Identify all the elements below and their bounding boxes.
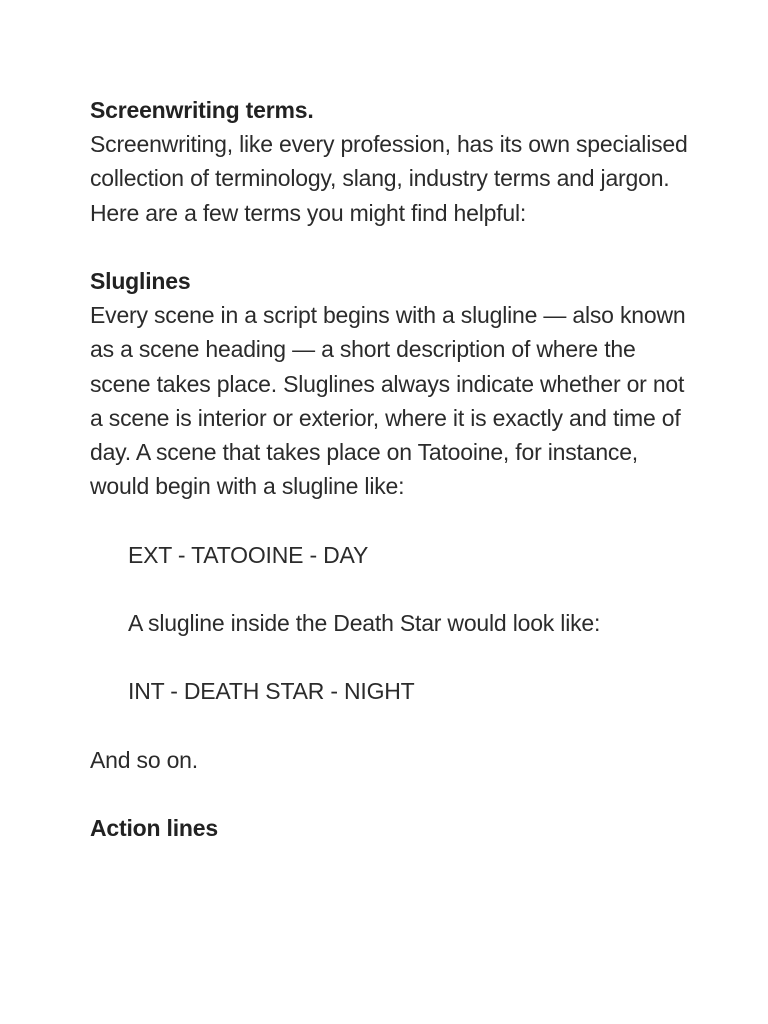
example-slugline-interior: INT - DEATH STAR - NIGHT <box>128 678 415 705</box>
example-intro-text: A slugline inside the Death Star would look like: <box>128 610 601 636</box>
spacer <box>90 230 690 264</box>
spacer <box>90 640 690 674</box>
section-heading-screenwriting-terms: Screenwriting terms. <box>90 97 314 123</box>
paragraph-intro: Screenwriting, like every profession, has its own specialised collection of terminology, slang, industry terms and jargon. Here are a few terms you might find helpful: <box>90 131 688 226</box>
section-heading-action-lines: Action lines <box>90 815 218 842</box>
spacer <box>90 572 690 606</box>
paragraph-sluglines: Every scene in a script begins with a slugline — also known as a scene heading — a short description of where the scene takes place. Sluglines always indicate whether or not a scene is interior or exterior, where it is exactly and time of day. A scene that takes place on Tatooine, for instance, would begin with a slugline like: <box>90 302 686 500</box>
spacer <box>90 503 690 537</box>
spacer <box>90 709 690 743</box>
paragraph-closing: And so on. <box>90 746 198 773</box>
example-slugline-exterior: EXT - TATOOINE - DAY <box>128 541 369 568</box>
spacer <box>90 777 690 811</box>
section-heading-sluglines: Sluglines <box>90 268 191 294</box>
document-body <box>90 93 690 845</box>
